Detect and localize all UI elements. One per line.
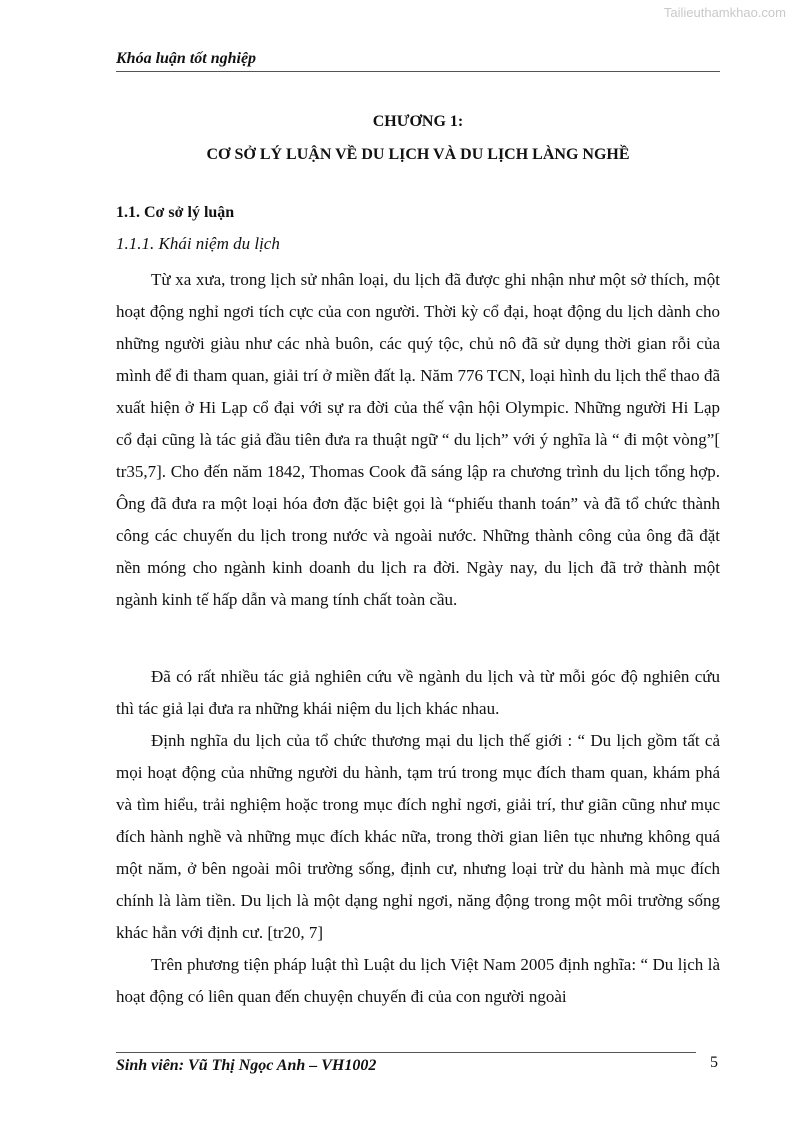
watermark: Tailieuthamkhao.com <box>663 5 786 20</box>
page-header: Khóa luận tốt nghiệp <box>116 50 720 72</box>
footer-divider <box>116 1052 696 1053</box>
chapter-number: CHƯƠNG 1: <box>372 113 464 130</box>
paragraph: Đã có rất nhiều tác giả nghiên cứu về ngành du lịch và từ mỗi góc độ nghiên cứu thì tác giả lại đưa ra những khái niệm du lịch khác nhau. <box>116 667 720 718</box>
footer-author: Sinh viên: Vũ Thị Ngọc Anh – VH1002 <box>116 1057 377 1074</box>
page-number: 5 <box>710 1054 718 1071</box>
body-text-1 <box>116 264 720 616</box>
chapter-title: CƠ SỞ LÝ LUẬN VỀ DU LỊCH VÀ DU LỊCH LÀNG NGHỀ <box>206 146 630 163</box>
body-text-2 <box>116 661 720 1013</box>
section-heading: 1.1. Cơ sở lý luận <box>116 204 235 221</box>
paragraph: Trên phương tiện pháp luật thì Luật du lịch Việt Nam 2005 định nghĩa: “ Du lịch là hoạt động có liên quan đến chuyện chuyến đi của con người ngoài <box>116 955 720 1006</box>
subsection-heading: 1.1.1. Khái niệm du lịch <box>116 234 280 253</box>
paragraph: Từ xa xưa, trong lịch sử nhân loại, du lịch đã được ghi nhận như một sở thích, một hoạt động nghỉ ngơi tích cực của con người. Thời kỳ cổ đại, hoạt động du lịch dành cho những người giàu như các nhà buôn, các quý tộc, chủ nô đã sử dụng thời gian rỗi của mình để đi tham quan, giải trí ở miền đất lạ. Năm 776 TCN, loại hình du lịch thể thao đã xuất hiện ở Hi Lạp cổ đại với sự ra đời của thế vận hội Olympic. Những người Hi Lạp cổ đại cũng là tác giả đầu tiên đưa ra thuật ngữ “ du lịch” với ý nghĩa là “ đi một vòng”[ tr35,7]. Cho đến năm 1842, Thomas Cook đã sáng lập ra chương trình du lịch tổng hợp. Ông đã đưa ra một loại hóa đơn đặc biệt gọi là “phiếu thanh toán” và đã tổ chức thành công các chuyến du lịch trong nước và ngoài nước. Những thành công của ông đã đặt nền móng cho ngành kinh doanh du lịch ra đời. Ngày nay, du lịch đã trở thành một ngành kinh tế hấp dẫn và mang tính chất toàn cầu. <box>116 270 720 609</box>
paragraph: Định nghĩa du lịch của tổ chức thương mại du lịch thế giới : “ Du lịch gồm tất cả mọi hoạt động của những người du hành, tạm trú trong mục đích tham quan, khám phá và tìm hiểu, trải nghiệm hoặc trong mục đích nghỉ ngơi, giải trí, thư giãn cũng như mục đích hành nghề và những mục đích khác nữa, trong thời gian liên tục nhưng không quá một năm, ở bên ngoài môi trường sống, định cư, nhưng loại trừ du hành mà mục đích chính là làm tiền. Du lịch là một dạng nghỉ ngơi, năng động trong một môi trường sống khác hẳn với định cư. [tr20, 7] <box>116 731 720 942</box>
